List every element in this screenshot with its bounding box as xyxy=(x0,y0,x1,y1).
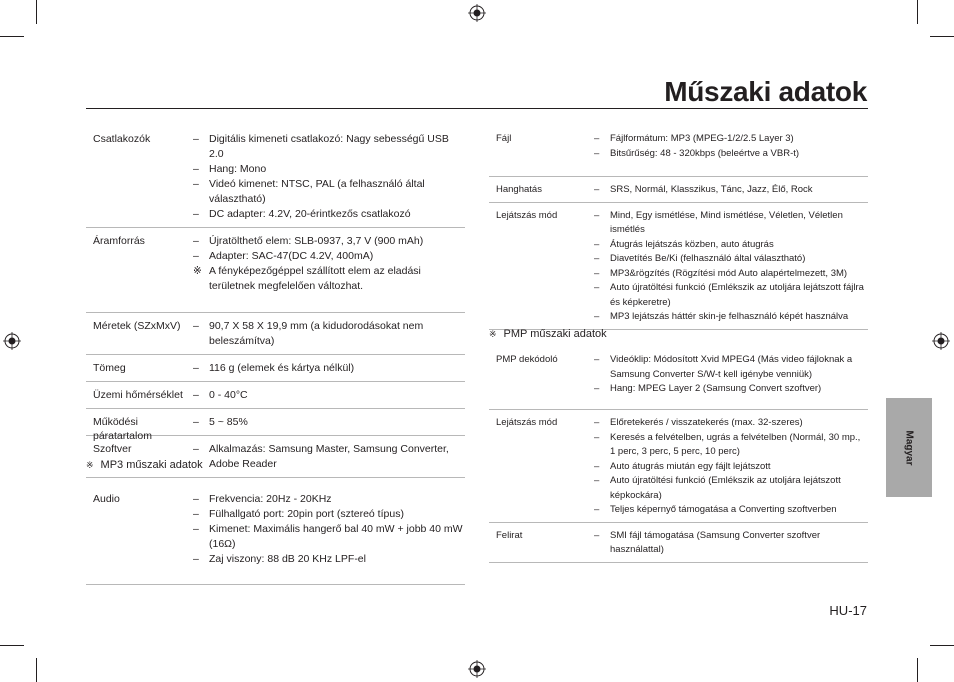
spec-values xyxy=(594,353,868,397)
spec-value-item xyxy=(594,431,868,460)
spec-label: Lejátszás mód xyxy=(496,209,558,221)
spec-value-item xyxy=(193,177,465,207)
spec-row xyxy=(86,228,465,313)
spec-label: Fájl xyxy=(496,133,512,144)
spec-value-item xyxy=(594,382,868,397)
spec-values xyxy=(594,132,868,161)
crop-mark xyxy=(930,36,954,37)
spec-value-text: Mind, Egy ismétlése, Mind ismétlése, Véletlen, Véletlen ismétlés xyxy=(610,209,843,235)
bullet-mark: – xyxy=(594,311,600,322)
bullet-mark: – xyxy=(193,389,199,401)
spec-value-item xyxy=(193,522,465,552)
spec-row xyxy=(86,486,465,585)
bullet-mark: – xyxy=(594,267,600,279)
spec-label: Felirat xyxy=(496,529,523,541)
registration-mark-icon xyxy=(3,332,21,350)
spec-value-text: Kimenet: Maximális hangerő bal 40 mW + jobb 40 mW (16Ω) xyxy=(209,523,463,550)
spec-value-item xyxy=(594,503,868,518)
bullet-mark: – xyxy=(193,235,199,247)
bullet-mark: – xyxy=(193,493,199,505)
spec-value-text: Előretekerés / visszatekerés (max. 32-szeres) xyxy=(610,417,803,428)
spec-value-text: Alkalmazás: Samsung Master, Samsung Converter, Adobe Reader xyxy=(209,443,449,470)
spec-values xyxy=(193,234,465,294)
bullet-mark: – xyxy=(594,209,600,221)
spec-label: Áramforrás xyxy=(93,235,145,247)
spec-row xyxy=(489,410,868,523)
bullet-mark: – xyxy=(594,460,600,472)
spec-value-text: Zaj viszony: 88 dB 20 KHz LPF-el xyxy=(209,553,366,565)
spec-value-text: Hang: Mono xyxy=(209,163,267,175)
spec-value-item xyxy=(594,529,868,558)
spec-label: Hanghatás xyxy=(496,184,542,195)
spec-value-text: SRS, Normál, Klasszikus, Tánc, Jazz, Élő, Rock xyxy=(610,184,813,195)
spec-value-item xyxy=(193,388,465,403)
crop-mark xyxy=(917,0,918,24)
spec-value-item xyxy=(594,474,868,503)
spec-label: Audio xyxy=(93,493,120,505)
spec-value-item xyxy=(594,132,868,147)
bullet-mark: – xyxy=(594,529,600,541)
spec-row xyxy=(86,436,465,478)
spec-row xyxy=(86,409,465,442)
spec-value-text: Újratölthető elem: SLB-0937, 3,7 V (900 mAh) xyxy=(209,235,424,247)
spec-value-text: Bitsűrűség: 48 - 320kbps (beleértve a VBR-t) xyxy=(610,147,800,159)
bullet-mark: – xyxy=(193,523,199,535)
spec-value-item xyxy=(193,319,465,349)
spec-value-item xyxy=(193,492,465,507)
spec-value-text: 5 ~ 85% xyxy=(209,416,248,428)
crop-mark xyxy=(0,36,24,37)
spec-value-text: 116 g (elemek és kártya nélkül) xyxy=(209,362,355,374)
spec-value-text: A fényképezőgéppel szállított elem az eladási területnek megfelelően változhat. xyxy=(209,265,421,292)
spec-value-text: Hang: MPEG Layer 2 (Samsung Convert szoftver) xyxy=(610,383,822,394)
spec-value-item xyxy=(594,267,868,282)
spec-value-item xyxy=(594,353,868,382)
spec-value-text: Fájlformátum: MP3 (MPEG-1/2/2.5 Layer 3) xyxy=(610,133,794,144)
spec-value-item xyxy=(193,552,465,567)
spec-table-right xyxy=(489,126,868,330)
registration-mark-icon xyxy=(468,660,486,678)
spec-value-item xyxy=(594,209,868,238)
spec-values xyxy=(594,529,868,558)
bullet-mark: – xyxy=(193,508,199,520)
spec-value-item xyxy=(594,252,868,267)
note-mark: ※ xyxy=(86,460,94,470)
spec-label: Tömeg xyxy=(93,362,126,374)
spec-table-left xyxy=(86,126,465,478)
spec-value-item xyxy=(193,264,465,294)
spec-value-item xyxy=(193,442,465,472)
spec-row xyxy=(86,126,465,228)
bullet-mark: – xyxy=(193,208,199,220)
section-title: PMP műszaki adatok xyxy=(503,328,607,340)
language-tab-label: Magyar xyxy=(903,429,915,466)
title-rule xyxy=(86,108,868,109)
spec-values xyxy=(594,183,868,198)
crop-mark xyxy=(36,658,37,682)
spec-value-text: Auto átugrás miután egy fájlt lejátszott xyxy=(610,460,771,472)
spec-value-item xyxy=(193,162,465,177)
spec-values xyxy=(193,442,465,472)
bullet-mark: – xyxy=(193,320,199,332)
spec-value-item xyxy=(594,416,868,431)
bullet-mark: – xyxy=(193,133,199,145)
spec-value-text: Fülhallgató port: 20pin port (sztereó típus) xyxy=(209,508,404,520)
spec-value-text: MP3&rögzítés (Rögzítési mód Auto alapértelmezett, 3M) xyxy=(610,267,848,279)
spec-values xyxy=(594,209,868,325)
spec-row xyxy=(489,347,868,410)
bullet-mark: – xyxy=(594,238,600,250)
spec-value-item xyxy=(594,310,868,325)
bullet-mark: – xyxy=(594,431,600,443)
spec-value-item xyxy=(193,132,465,162)
section-title: MP3 műszaki adatok xyxy=(100,459,203,471)
spec-values xyxy=(193,132,465,222)
bullet-mark: – xyxy=(193,178,199,190)
spec-value-text: DC adapter: 4.2V, 20-érintkezős csatlakozó xyxy=(209,208,411,220)
bullet-mark: – xyxy=(193,416,199,428)
spec-values xyxy=(193,415,465,430)
spec-value-item xyxy=(193,207,465,222)
spec-table-pmp xyxy=(489,347,868,563)
spec-row xyxy=(489,177,868,203)
bullet-mark: – xyxy=(594,475,600,486)
spec-value-text: 0 - 40°C xyxy=(209,389,248,401)
spec-label: Lejátszás mód xyxy=(496,417,558,428)
bullet-mark: – xyxy=(594,133,600,144)
spec-value-text: Frekvencia: 20Hz - 20KHz xyxy=(209,493,332,505)
spec-label: Szoftver xyxy=(93,443,132,455)
bullet-mark: ※ xyxy=(193,265,202,277)
spec-value-item xyxy=(594,460,868,475)
mp3-section-heading xyxy=(86,459,203,471)
bullet-mark: – xyxy=(594,253,600,264)
spec-value-item xyxy=(594,147,868,162)
page-title: Műszaki adatok xyxy=(664,76,867,107)
spec-row xyxy=(86,382,465,409)
spec-value-text: Adapter: SAC-47(DC 4.2V, 400mA) xyxy=(209,250,374,262)
spec-row xyxy=(489,126,868,177)
bullet-mark: – xyxy=(594,504,600,515)
spec-value-text: MP3 lejátszás háttér skin-je felhasználó képét használva xyxy=(610,311,849,322)
bullet-mark: – xyxy=(594,184,600,195)
spec-value-item xyxy=(594,281,868,310)
spec-value-text: Auto újratöltési funkció (Emlékszik az utolјára lejátszott képkockára) xyxy=(610,475,841,501)
bullet-mark: – xyxy=(594,282,600,293)
bullet-mark: – xyxy=(594,417,600,428)
page-number: HU-17 xyxy=(829,603,867,618)
spec-value-item xyxy=(193,507,465,522)
spec-value-text: 90,7 X 58 X 19,9 mm (a kidudorodásokat nem beleszámítva) xyxy=(209,320,424,347)
bullet-mark: – xyxy=(594,354,600,365)
spec-label: Csatlakozók xyxy=(93,133,151,145)
spec-values xyxy=(193,361,465,376)
spec-values xyxy=(193,388,465,403)
spec-value-item xyxy=(193,234,465,249)
note-mark: ※ xyxy=(489,329,497,339)
bullet-mark: – xyxy=(594,147,600,159)
spec-values xyxy=(193,492,465,567)
spec-value-text: Teljes képernyő támogatása a Converting szoftverben xyxy=(610,504,837,515)
spec-table-mp3 xyxy=(86,486,465,585)
crop-mark xyxy=(0,645,24,646)
bullet-mark: – xyxy=(594,383,600,394)
crop-mark xyxy=(917,658,918,682)
language-tab xyxy=(886,398,932,497)
bullet-mark: – xyxy=(193,362,199,374)
spec-label: Méretek (SZxMxV) xyxy=(93,320,181,332)
spec-value-text: Videó kimenet: NTSC, PAL (a felhasználó által választható) xyxy=(209,178,425,205)
spec-label: Működési páratartalom xyxy=(93,416,152,442)
spec-value-item xyxy=(594,238,868,253)
spec-row xyxy=(86,355,465,382)
spec-value-item xyxy=(193,415,465,430)
spec-value-text: Átugrás lejátszás közben, auto átugrás xyxy=(610,238,774,250)
crop-mark xyxy=(36,0,37,24)
spec-value-text: Digitális kimeneti csatlakozó: Nagy sebességű USB 2.0 xyxy=(209,133,449,160)
spec-value-item xyxy=(193,249,465,264)
crop-mark xyxy=(930,645,954,646)
registration-mark-icon xyxy=(468,4,486,22)
spec-value-item xyxy=(193,361,465,376)
spec-label: Üzemi hőmérséklet xyxy=(93,389,183,401)
spec-value-text: Diavetítés Be/Ki (felhasználó által választható) xyxy=(610,253,806,264)
spec-row xyxy=(489,523,868,563)
bullet-mark: – xyxy=(193,443,199,455)
spec-value-text: Keresés a felvételben, ugrás a felvételben (Normál, 30 mp., 1 perc, 3 perc, 5 perc, 10 perc) xyxy=(610,431,861,457)
spec-value-text: Videóklip: Módosított Xvid MPEG4 (Más video fájloknak a Samsung Converter S/W-t kell igénybe venniük) xyxy=(610,354,853,380)
registration-mark-icon xyxy=(932,332,950,350)
bullet-mark: – xyxy=(193,163,199,175)
bullet-mark: – xyxy=(193,553,199,565)
pmp-section-heading xyxy=(489,328,607,340)
spec-row xyxy=(489,203,868,330)
spec-values xyxy=(193,319,465,349)
bullet-mark: – xyxy=(193,250,199,262)
spec-value-item xyxy=(594,183,868,198)
spec-values xyxy=(594,416,868,518)
spec-row xyxy=(86,313,465,355)
spec-value-text: Auto újratöltési funkció (Emlékszik az utoljára lejátszott fájlra és képkeretre) xyxy=(610,282,864,308)
spec-value-text: SMI fájl támogatása (Samsung Converter szoftver használattal) xyxy=(610,529,821,555)
spec-label: PMP dekódoló xyxy=(496,354,558,365)
